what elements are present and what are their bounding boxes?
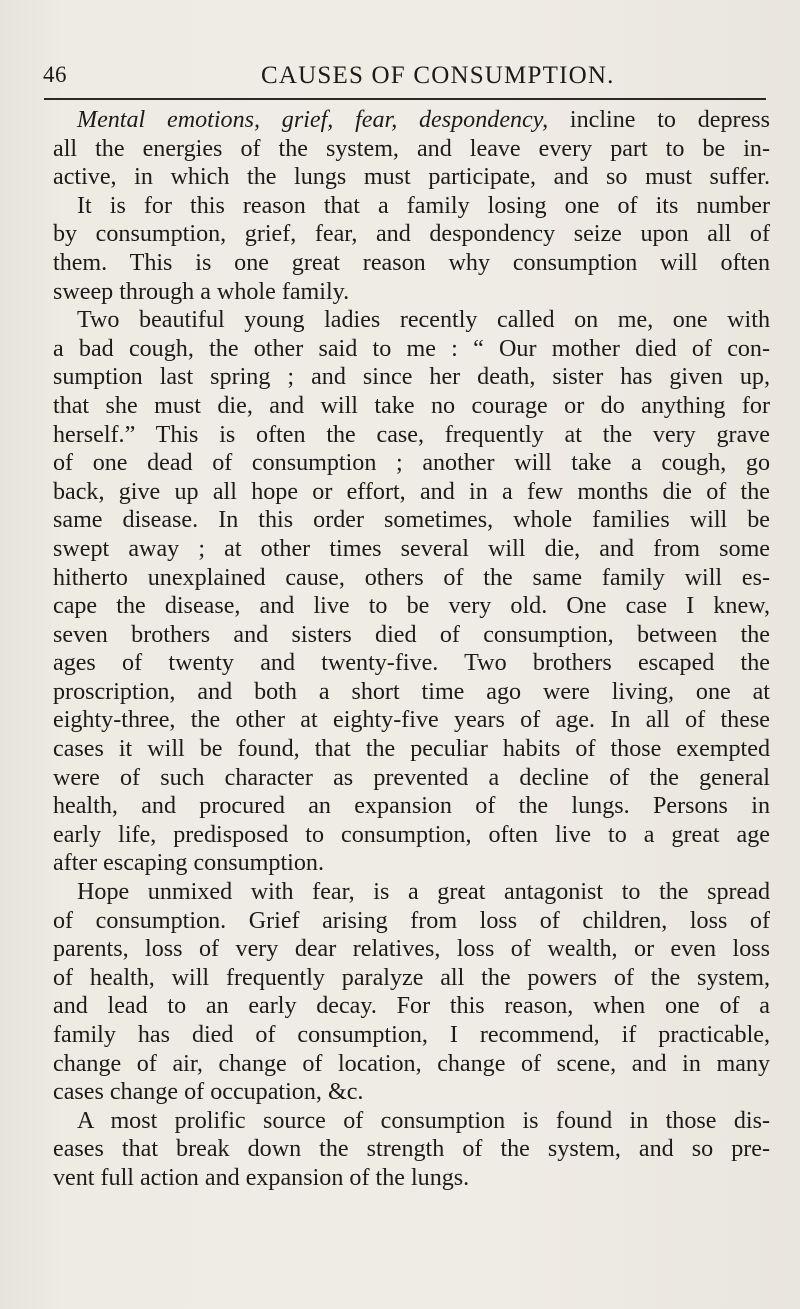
text-line: ages of twenty and twenty-five. Two brothers escaped the bbox=[53, 650, 770, 677]
text-line: hitherto unexplained cause, others of the same family will es- bbox=[53, 564, 770, 591]
text-line: eighty-three, the other at eighty-five years of age. In all of these bbox=[53, 707, 770, 734]
text-line: swept away ; at other times several will die, and from some bbox=[53, 535, 770, 562]
text-line: cases change of occupation, &c. bbox=[53, 1079, 364, 1106]
text-line: them. This is one great reason why consumption will often bbox=[53, 249, 770, 276]
text-line: cases it will be found, that the peculiar habits of those exempted bbox=[53, 736, 770, 763]
text-line: and lead to an early decay. For this reason, when one of a bbox=[53, 993, 770, 1020]
text-line: It is for this reason that a family losing one of its number bbox=[77, 192, 770, 219]
text-line: proscription, and both a short time ago were living, one at bbox=[53, 678, 770, 705]
text-line: family has died of consumption, I recommend, if practicable, bbox=[53, 1022, 770, 1048]
text-line: by consumption, grief, fear, and despondency seize upon all of bbox=[53, 221, 770, 248]
text-line: of health, will frequently paralyze all the powers of the system, bbox=[53, 964, 770, 991]
text-line: Hope unmixed with fear, is a great antagonist to the spread bbox=[77, 879, 770, 906]
text-line: same disease. In this order sometimes, whole families will be bbox=[53, 507, 770, 534]
text-line bbox=[53, 106, 770, 135]
text-line: were of such character as prevented a decline of the general bbox=[53, 764, 770, 791]
text-line: herself.” This is often the case, frequently at the very grave bbox=[53, 421, 770, 448]
text-line: vent full action and expansion of the lungs. bbox=[53, 1164, 470, 1191]
emphasis-text: Mental emotions, grief, fear, despondency, bbox=[77, 107, 549, 133]
text-line: of one dead of consumption ; another will take a cough, go bbox=[53, 450, 770, 477]
text-fragment: incline to depress bbox=[548, 107, 770, 133]
text-line: sweep through a whole family. bbox=[53, 278, 350, 305]
text-line: health, and procured an expansion of the lungs. Persons in bbox=[53, 793, 770, 820]
text-line: after escaping consumption. bbox=[53, 850, 324, 877]
running-head: CAUSES OF CONSUMPTION. bbox=[261, 62, 615, 89]
text-line: sumption last spring ; and since her death, sister has given up, bbox=[53, 364, 770, 391]
text-line: cape the disease, and live to be very old. One case I knew, bbox=[53, 593, 770, 620]
text-line: Two beautiful young ladies recently called on me, one with bbox=[77, 307, 770, 334]
text-line: all the energies of the system, and leave every part to be in- bbox=[53, 135, 770, 162]
text-line: back, give up all hope or effort, and in a few months die of the bbox=[53, 478, 770, 505]
text-line: early life, predisposed to consumption, often live to a great age bbox=[53, 821, 770, 848]
text-line: A most prolific source of consumption is found in those dis- bbox=[77, 1107, 770, 1134]
text-line: eases that break down the strength of the system, and so pre- bbox=[53, 1136, 770, 1163]
text-line: change of air, change of location, change of scene, and in many bbox=[53, 1050, 770, 1077]
text-line: of consumption. Grief arising from loss of children, loss of bbox=[53, 907, 770, 934]
page-header bbox=[43, 58, 768, 98]
text-line: a bad cough, the other said to me : “ Our mother died of con- bbox=[53, 335, 770, 362]
text-line: that she must die, and will take no courage or do anything for bbox=[53, 392, 770, 419]
text-line: parents, loss of very dear relatives, loss of wealth, or even loss bbox=[53, 936, 770, 963]
text-line: active, in which the lungs must participate, and so must suffer. bbox=[53, 164, 770, 191]
page-number: 46 bbox=[43, 62, 67, 87]
header-rule bbox=[44, 98, 766, 100]
text-line: seven brothers and sisters died of consumption, between the bbox=[53, 621, 770, 648]
body-text bbox=[53, 106, 770, 1193]
